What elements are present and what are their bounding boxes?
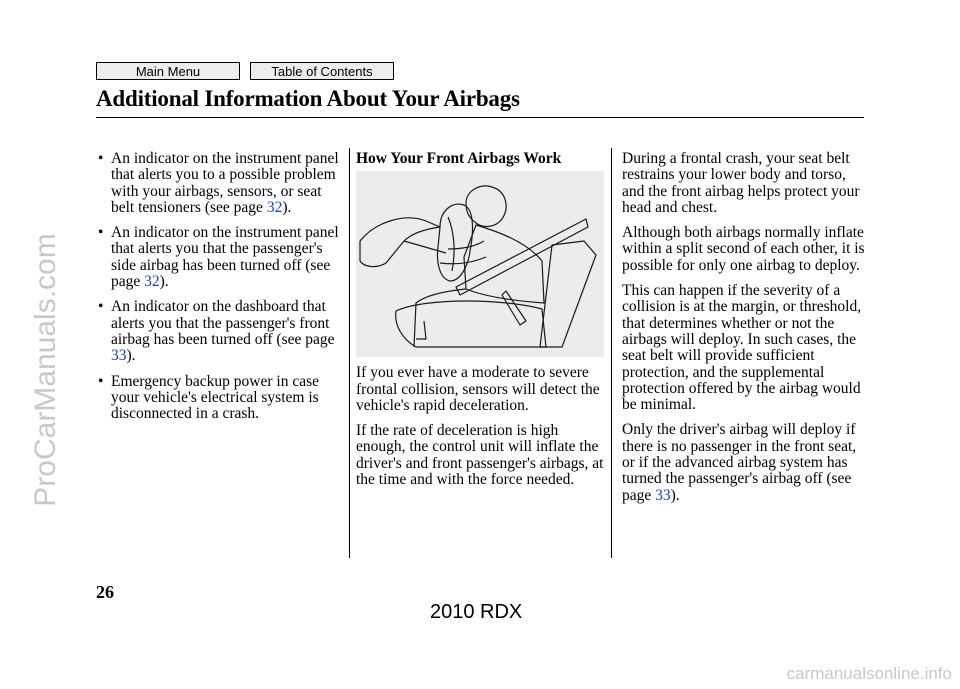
page-link[interactable]: 32 (144, 273, 160, 291)
bullet-icon: • (98, 298, 104, 316)
bullet-icon: • (98, 150, 104, 167)
column-divider-1 (349, 148, 350, 558)
list-item: • An indicator on the instrument panel that alerts you to a possible problem with your airbags, sensors, or seat belt tensioners (see page 32). (98, 150, 339, 216)
page-title: Additional Information About Your Airbags (96, 86, 520, 111)
header-rule (96, 117, 864, 118)
paragraph: During a frontal crash, your seat belt restrains your lower body and torso, and the front airbag helps protect your head and chest. (622, 150, 860, 216)
column-divider-2 (611, 148, 612, 558)
airbag-illustration (356, 171, 604, 357)
list-item: • Emergency backup power in case your vehicle's electrical system is disconnected in a crash. (98, 372, 320, 423)
bullet-icon: • (98, 224, 104, 242)
page-number: 26 (96, 582, 114, 602)
list-item: • An indicator on the instrument panel that alerts you that the passenger's side airbag has been turned off (see page 32). (98, 224, 339, 291)
paragraph: This can happen if the severity of a collision is at the margin, or threshold, that determines whether or not the airbags will deploy. In such cases, the seat belt will provide sufficient protection, and the supplemental protection offered by the airbag would be minimal. (622, 282, 862, 414)
list-item: • An indicator on the dashboard that alerts you that the passenger's front airbag has been turned off (see page 33). (98, 298, 335, 365)
side-watermark: ProCarManuals.com (29, 233, 62, 507)
bottom-watermark: carmanualsonline.info (786, 664, 952, 683)
model-label: 2010 RDX (430, 601, 523, 623)
table-of-contents-button[interactable]: Table of Contents (250, 62, 394, 80)
page-link[interactable]: 33 (655, 486, 671, 504)
driver-airbag-icon (356, 171, 604, 357)
main-menu-button[interactable]: Main Menu (96, 62, 240, 80)
bullet-icon: • (98, 372, 104, 390)
paragraph: Although both airbags normally inflate within a split second of each other, it is possible for only one airbag to deploy. (622, 224, 865, 274)
column-1 (96, 151, 344, 431)
paragraph: If you ever have a moderate to severe frontal collision, sensors will detect the vehicle's rapid deceleration. (356, 364, 600, 414)
section-heading: How Your Front Airbags Work (356, 150, 562, 167)
column-2 (356, 151, 604, 497)
page-link[interactable]: 33 (111, 347, 127, 365)
paragraph: Only the driver's airbag will deploy if there is no passenger in the front seat, or if the advanced airbag system has turned the passenger's airbag off (see page 33). (622, 421, 857, 504)
paragraph: If the rate of deceleration is high enough, the control unit will inflate the driver's and front passenger's airbags, at the time and with the force needed. (356, 422, 604, 489)
page-link[interactable]: 32 (266, 198, 283, 216)
column-3 (622, 151, 867, 513)
